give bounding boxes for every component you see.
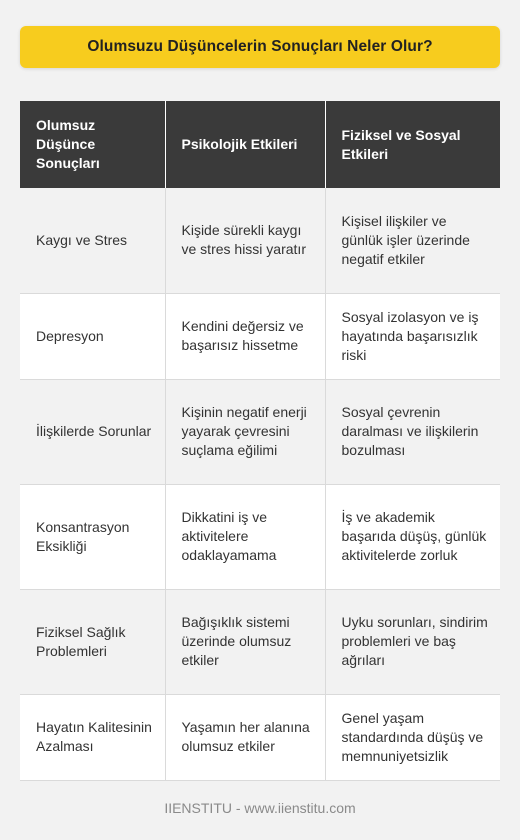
table-cell: Bağışıklık sistemi üzerinde olumsuz etkiler <box>165 589 325 694</box>
table-cell: Kişinin negatif enerji yayarak çevresini suçlama eğilimi <box>165 379 325 484</box>
footer-credit: IIENSTITU - www.iienstitu.com <box>164 800 356 816</box>
table-cell: Yaşamın her alanına olumsuz etkiler <box>165 694 325 780</box>
table-cell: Sosyal çevrenin daralması ve ilişkilerin bozulması <box>325 379 500 484</box>
column-header: Fiziksel ve Sosyal Etkileri <box>325 101 500 188</box>
table-cell: Sosyal izolasyon ve iş hayatında başarısızlık riski <box>325 293 500 379</box>
table-cell: Kendini değersiz ve başarısız hissetme <box>165 293 325 379</box>
title-banner <box>20 26 500 68</box>
table-cell: Fiziksel Sağlık Problemleri <box>20 589 165 694</box>
table-cell: Kişisel ilişkiler ve günlük işler üzerinde negatif etkiler <box>325 188 500 293</box>
table-row <box>20 589 500 694</box>
table-row <box>20 188 500 293</box>
table-cell: Dikkatini iş ve aktivitelere odaklayamama <box>165 484 325 589</box>
column-header: Olumsuz Düşünce Sonuçları <box>20 101 165 188</box>
table-row <box>20 694 500 780</box>
page-title: Olumsuzu Düşüncelerin Sonuçları Neler Olur? <box>87 38 433 55</box>
table-cell: Kaygı ve Stres <box>20 188 165 293</box>
results-table <box>20 101 500 781</box>
table-cell: Konsantrasyon Eksikliği <box>20 484 165 589</box>
table-row <box>20 484 500 589</box>
column-header: Psikolojik Etkileri <box>165 101 325 188</box>
table-cell: Depresyon <box>20 293 165 379</box>
table-cell: Uyku sorunları, sindirim problemleri ve baş ağrıları <box>325 589 500 694</box>
table-cell: Genel yaşam standardında düşüş ve memnuniyetsizlik <box>325 694 500 780</box>
table-cell: İlişkilerde Sorunlar <box>20 379 165 484</box>
table-cell: Kişide sürekli kaygı ve stres hissi yaratır <box>165 188 325 293</box>
table-cell: Hayatın Kalitesinin Azalması <box>20 694 165 780</box>
table-cell: İş ve akademik başarıda düşüş, günlük aktivitelerde zorluk <box>325 484 500 589</box>
table-header-row <box>20 101 500 188</box>
table-row <box>20 293 500 379</box>
table-row <box>20 379 500 484</box>
